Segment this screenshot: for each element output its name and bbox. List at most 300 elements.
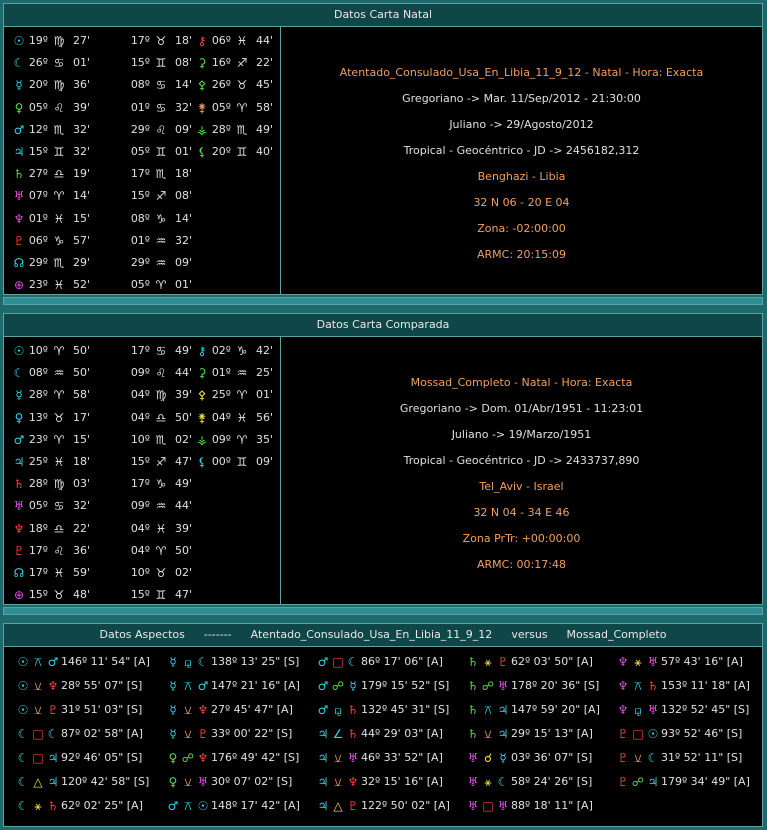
aspect-item bbox=[466, 652, 611, 672]
aspect-value: 153º 11' 18" [A] bbox=[661, 679, 750, 692]
natal-minutes: 09' bbox=[175, 256, 193, 269]
comparada-minutes: 25' bbox=[256, 366, 274, 380]
comparada-info-line: Mossad_Completo - Natal - Hora: Exacta bbox=[410, 376, 633, 389]
aspect-value: 33º 00' 22" [S] bbox=[211, 727, 293, 740]
aspect-body2-icon: ♃ bbox=[47, 751, 59, 765]
aspect-value: 28º 55' 07" [S] bbox=[61, 679, 143, 692]
comparada-degree: 02º bbox=[211, 344, 231, 357]
comparada-sign-icon: ♎ bbox=[53, 521, 65, 536]
aspect-body1-icon: ☾ bbox=[17, 751, 29, 765]
aspect-body1-icon: ♃ bbox=[317, 751, 329, 765]
comparada-info-line: Gregoriano -> Dom. 01/Abr/1951 - 11:23:01 bbox=[399, 402, 644, 415]
natal-position-row bbox=[4, 76, 280, 94]
natal-sign-icon: ♊ bbox=[155, 56, 167, 71]
aspect-value: 146º 11' 54" [A] bbox=[61, 655, 150, 668]
aspect-body1-icon: ☿ bbox=[169, 679, 177, 693]
aspect-body1-icon: ☾ bbox=[17, 799, 29, 813]
natal-minutes: 52' bbox=[73, 278, 91, 292]
aspect-body1-icon: ♆ bbox=[617, 703, 629, 717]
comparada-degree: 04º bbox=[130, 543, 150, 557]
comparada-minutes: 49' bbox=[175, 477, 193, 491]
natal-minutes: 32' bbox=[73, 122, 91, 136]
comparada-sign-icon: ♈ bbox=[236, 432, 248, 447]
aspect-value: 30º 07' 02" [S] bbox=[211, 775, 293, 788]
aspect-body2-icon: ♄ bbox=[647, 679, 659, 693]
comparada-sign-icon: ♎ bbox=[155, 410, 167, 425]
natal-degree: 29º bbox=[130, 122, 150, 136]
natal-degree: 29º bbox=[130, 256, 150, 269]
aspect-value: 87º 02' 58" [A] bbox=[61, 727, 143, 740]
aspect-value: 92º 46' 05" [S] bbox=[61, 751, 143, 764]
comparada-minutes: 59' bbox=[73, 566, 91, 579]
comparada-sign-icon: ♈ bbox=[236, 388, 248, 403]
comparada-body-glyph-icon: ☉ bbox=[13, 344, 25, 358]
natal-body-glyph-icon: ♀ bbox=[14, 100, 24, 115]
natal-degree: 20º bbox=[211, 145, 231, 158]
aspect-body2-icon: ♆ bbox=[347, 775, 359, 789]
comparada-position-row bbox=[4, 520, 280, 538]
aspect-body2-icon: ♅ bbox=[647, 655, 659, 669]
aspect-type-icon: ⚻ bbox=[484, 703, 492, 717]
aspect-type-icon: □ bbox=[332, 655, 344, 669]
aspect-body2-icon: ☉ bbox=[647, 727, 659, 741]
natal-position-row bbox=[4, 54, 280, 72]
natal-sign-icon: ♑ bbox=[155, 211, 167, 226]
aspect-body2-icon: ♅ bbox=[347, 751, 359, 765]
natal-sign-icon: ♒ bbox=[155, 256, 167, 270]
natal-info-line: Gregoriano -> Mar. 11/Sep/2012 - 21:30:00 bbox=[402, 92, 641, 105]
comparada-minutes: 17' bbox=[73, 410, 91, 424]
natal-degree: 29º bbox=[28, 256, 48, 269]
comparada-degree: 01º bbox=[211, 366, 231, 380]
aspect-body2-icon: ☾ bbox=[647, 751, 659, 765]
comparada-degree: 08º bbox=[28, 366, 48, 380]
aspect-item bbox=[616, 724, 761, 744]
natal-minutes: 01' bbox=[73, 56, 91, 70]
natal-degree: 15º bbox=[130, 56, 150, 70]
comparada-minutes: 39' bbox=[175, 521, 193, 535]
natal-sign-icon: ♋ bbox=[155, 78, 167, 93]
comparada-degree: 09º bbox=[130, 366, 150, 380]
comparada-sign-icon: ♑ bbox=[155, 477, 167, 492]
comparada-body-glyph-icon: ♅ bbox=[13, 499, 25, 514]
aspect-value: 178º 20' 36" [S] bbox=[511, 679, 600, 692]
natal-degree: 08º bbox=[130, 211, 150, 225]
aspect-type-icon: ⚹ bbox=[484, 775, 492, 789]
natal-degree: 28º bbox=[211, 122, 231, 136]
comparada-minutes: 50' bbox=[73, 366, 91, 380]
natal-minutes: 27' bbox=[73, 34, 91, 47]
natal-degree: 17º bbox=[130, 34, 150, 47]
aspect-body2-icon: ♃ bbox=[47, 775, 59, 789]
aspect-type-icon: ⚺ bbox=[184, 775, 192, 789]
aspect-value: 147º 21' 16" [A] bbox=[211, 679, 300, 692]
natal-position-row bbox=[4, 121, 280, 139]
comparada-positions bbox=[4, 336, 281, 605]
natal-position-row bbox=[4, 232, 280, 250]
aspect-body1-icon: ♇ bbox=[617, 751, 629, 765]
aspect-type-icon: ⚻ bbox=[634, 679, 642, 693]
comparada-position-row bbox=[4, 409, 280, 427]
natal-divider bbox=[3, 297, 763, 305]
natal-sign-icon: ♍ bbox=[53, 34, 65, 48]
natal-info-line: ARMC: 20:15:09 bbox=[477, 248, 566, 261]
comparada-body-glyph-icon: ☿ bbox=[15, 388, 23, 403]
natal-degree: 05º bbox=[211, 100, 231, 114]
aspect-value: 93º 52' 46" [S] bbox=[661, 727, 743, 740]
natal-minutes: 39' bbox=[73, 100, 91, 114]
natal-position-row bbox=[4, 276, 280, 294]
aspect-type-icon: ☍ bbox=[331, 679, 345, 693]
natal-minutes: 09' bbox=[175, 122, 193, 136]
natal-sign-icon: ♈ bbox=[155, 278, 167, 293]
aspect-type-icon: ☍ bbox=[481, 679, 495, 693]
natal-sign-icon: ♓ bbox=[53, 278, 65, 293]
comparada-info-line: Tel_Aviv - Israel bbox=[479, 480, 564, 493]
aspect-item bbox=[16, 748, 161, 768]
aspects-versus: versus bbox=[511, 628, 548, 641]
natal-info-line: Atentado_Consulado_Usa_En_Libia_11_9_12 - Natal - Hora: Exacta bbox=[339, 66, 704, 79]
natal-sign-icon: ♐ bbox=[236, 56, 248, 71]
aspect-body2-icon: ♅ bbox=[647, 703, 659, 717]
comparada-sign-icon: ♉ bbox=[155, 566, 167, 580]
comparada-sign-icon: ♏ bbox=[155, 432, 167, 447]
aspect-body1-icon: ♄ bbox=[467, 655, 479, 669]
natal-info-line: Zona: -02:00:00 bbox=[477, 222, 566, 235]
natal-minutes: 08' bbox=[175, 189, 193, 203]
comparada-minutes: 42' bbox=[256, 344, 274, 357]
aspect-item bbox=[316, 700, 461, 720]
natal-info-line: 32 N 06 - 20 E 04 bbox=[473, 196, 570, 209]
aspect-type-icon: ∠ bbox=[332, 727, 344, 741]
natal-minutes: 32' bbox=[73, 145, 91, 158]
aspect-type-icon: ⚹ bbox=[634, 655, 642, 669]
comparada-degree: 10º bbox=[130, 566, 150, 579]
natal-degree: 12º bbox=[28, 122, 48, 136]
aspect-body1-icon: ☿ bbox=[169, 727, 177, 741]
aspect-body2-icon: ☾ bbox=[347, 655, 359, 669]
aspect-body1-icon: ♂ bbox=[167, 799, 179, 813]
comparada-degree: 15º bbox=[28, 588, 48, 602]
aspect-type-icon: ⚼ bbox=[633, 703, 643, 717]
natal-minutes: 14' bbox=[73, 189, 91, 203]
aspect-body2-icon: ☾ bbox=[47, 727, 59, 741]
aspect-value: 62º 03' 50" [A] bbox=[511, 655, 593, 668]
natal-body-glyph-icon: ♄ bbox=[13, 167, 25, 182]
natal-positions bbox=[4, 26, 281, 295]
aspect-body2-icon: ♆ bbox=[47, 679, 59, 693]
aspect-body2-icon: ♇ bbox=[47, 703, 59, 717]
aspect-type-icon: □ bbox=[632, 727, 644, 741]
natal-position-row bbox=[4, 143, 280, 161]
aspect-body1-icon: ♆ bbox=[617, 679, 629, 693]
aspect-body2-icon: ♄ bbox=[347, 727, 359, 741]
natal-minutes: 32' bbox=[175, 233, 193, 247]
comparada-degree: 23º bbox=[28, 432, 48, 446]
aspect-type-icon: △ bbox=[33, 775, 43, 789]
comparada-position-row bbox=[4, 586, 280, 604]
comparada-sign-icon: ♌ bbox=[53, 543, 65, 558]
aspect-value: 44º 29' 03" [A] bbox=[361, 727, 443, 740]
natal-minutes: 14' bbox=[175, 78, 193, 92]
natal-body-glyph-icon: ♆ bbox=[13, 211, 25, 226]
comparada-body-glyph-icon: ☊ bbox=[13, 566, 25, 580]
natal-position-row bbox=[4, 254, 280, 272]
comparada-minutes: 56' bbox=[256, 410, 274, 424]
comparada-panel-title: Datos Carta Comparada bbox=[4, 314, 762, 337]
aspect-body2-icon: ♅ bbox=[197, 775, 209, 789]
aspect-type-icon: ⚻ bbox=[184, 799, 192, 813]
comparada-minutes: 32' bbox=[73, 499, 91, 513]
comparada-degree: 05º bbox=[28, 499, 48, 513]
comparada-minutes: 02' bbox=[175, 432, 193, 446]
natal-degree: 27º bbox=[28, 167, 48, 181]
aspect-body1-icon: ♂ bbox=[317, 655, 329, 669]
aspect-body2-icon: ♂ bbox=[197, 679, 209, 693]
comparada-position-row bbox=[4, 431, 280, 449]
aspect-value: 27º 45' 47" [A] bbox=[211, 703, 293, 716]
comparada-minutes: 09' bbox=[256, 455, 274, 468]
aspect-type-icon: ☍ bbox=[631, 775, 645, 789]
aspect-value: 03º 36' 07" [S] bbox=[511, 751, 593, 764]
natal-sign-icon: ♒ bbox=[155, 233, 167, 248]
natal-degree: 05º bbox=[28, 100, 48, 114]
aspect-value: 179º 34' 49" [A] bbox=[661, 775, 750, 788]
natal-position-row bbox=[4, 165, 280, 183]
natal-minutes: 44' bbox=[256, 34, 274, 47]
aspect-body1-icon: ♅ bbox=[467, 775, 479, 789]
natal-minutes: 45' bbox=[256, 78, 274, 92]
aspect-type-icon: □ bbox=[482, 799, 494, 813]
aspect-body2-icon: ☿ bbox=[349, 679, 357, 693]
comparada-sign-icon: ♌ bbox=[155, 366, 167, 381]
aspect-item bbox=[616, 676, 761, 696]
natal-degree: 26º bbox=[28, 56, 48, 70]
aspect-body1-icon: ♂ bbox=[317, 703, 329, 717]
natal-body-glyph-icon: ⚶ bbox=[196, 122, 208, 137]
comparada-sign-icon: ♓ bbox=[53, 566, 65, 580]
aspect-body1-icon: ♃ bbox=[317, 727, 329, 741]
comparada-sign-icon: ♋ bbox=[155, 344, 167, 358]
aspect-body2-icon: ♃ bbox=[497, 727, 509, 741]
natal-sign-icon: ♋ bbox=[155, 100, 167, 115]
comparada-degree: 04º bbox=[130, 410, 150, 424]
aspect-value: 86º 17' 06" [A] bbox=[361, 655, 443, 668]
aspect-item bbox=[316, 796, 461, 816]
aspect-item bbox=[166, 700, 311, 720]
natal-degree: 01º bbox=[130, 100, 150, 114]
comparada-minutes: 50' bbox=[175, 410, 193, 424]
comparada-degree: 04º bbox=[130, 521, 150, 535]
aspect-value: 147º 59' 20" [A] bbox=[511, 703, 600, 716]
natal-position-row bbox=[4, 99, 280, 117]
comparada-sign-icon: ♓ bbox=[236, 410, 248, 425]
aspect-body1-icon: ♄ bbox=[467, 727, 479, 741]
comparada-degree: 15º bbox=[130, 455, 150, 468]
comparada-sign-icon: ♈ bbox=[155, 543, 167, 558]
natal-body-glyph-icon: ⊕ bbox=[13, 278, 25, 293]
comparada-minutes: 48' bbox=[73, 588, 91, 602]
comparada-position-row bbox=[4, 364, 280, 382]
comparada-position-row bbox=[4, 453, 280, 471]
aspects-grid bbox=[4, 646, 762, 826]
aspect-value: 120º 42' 58" [S] bbox=[61, 775, 150, 788]
comparada-body-glyph-icon: ♀ bbox=[14, 410, 24, 425]
natal-sign-icon: ♐ bbox=[155, 189, 167, 204]
natal-info bbox=[281, 26, 762, 295]
comparada-sign-icon: ♉ bbox=[53, 588, 65, 603]
comparada-sign-icon: ♍ bbox=[53, 477, 65, 492]
aspect-body1-icon: ♄ bbox=[467, 679, 479, 693]
comparada-body-glyph-icon: ⊕ bbox=[13, 588, 25, 603]
natal-sign-icon: ♏ bbox=[53, 256, 65, 270]
natal-body-glyph-icon: ⚸ bbox=[197, 145, 207, 159]
aspect-type-icon: ⚺ bbox=[34, 679, 42, 693]
aspect-type-icon: ⚺ bbox=[184, 703, 192, 717]
natal-degree: 17º bbox=[130, 167, 150, 181]
aspect-value: 122º 50' 02" [A] bbox=[361, 799, 450, 812]
aspect-body2-icon: ♆ bbox=[197, 751, 209, 765]
comparada-position-row bbox=[4, 497, 280, 515]
aspect-item bbox=[16, 700, 161, 720]
natal-sign-icon: ♑ bbox=[53, 233, 65, 248]
comparada-sign-icon: ♓ bbox=[155, 521, 167, 536]
comparada-position-row bbox=[4, 475, 280, 493]
comparada-position-row bbox=[4, 386, 280, 404]
natal-minutes: 08' bbox=[175, 56, 193, 70]
natal-minutes: 01' bbox=[175, 278, 193, 292]
comparada-degree: 25º bbox=[211, 388, 231, 402]
natal-body-glyph-icon: ☊ bbox=[13, 256, 25, 270]
comparada-sign-icon: ♊ bbox=[155, 588, 167, 603]
comparada-sign-icon: ♒ bbox=[53, 366, 65, 381]
aspect-value: 32º 15' 16" [A] bbox=[361, 775, 443, 788]
comparada-degree: 25º bbox=[28, 455, 48, 468]
comparada-body-glyph-icon: ⚳ bbox=[197, 366, 207, 381]
natal-sign-icon: ♊ bbox=[53, 145, 65, 159]
aspect-type-icon: □ bbox=[32, 751, 44, 765]
aspect-value: 138º 13' 25" [S] bbox=[211, 655, 300, 668]
comparada-sign-icon: ♒ bbox=[155, 499, 167, 514]
aspect-item bbox=[16, 652, 161, 672]
aspect-value: 132º 52' 45" [S] bbox=[661, 703, 750, 716]
aspect-type-icon: ⚺ bbox=[484, 727, 492, 741]
natal-sign-icon: ♌ bbox=[53, 100, 65, 115]
aspect-type-icon: ☌ bbox=[483, 751, 493, 765]
natal-degree: 05º bbox=[130, 278, 150, 292]
natal-minutes: 18' bbox=[175, 167, 193, 181]
aspect-item bbox=[616, 748, 761, 768]
comparada-position-row bbox=[4, 542, 280, 560]
comparada-body-glyph-icon: ⚶ bbox=[196, 432, 208, 447]
comparada-minutes: 47' bbox=[175, 455, 193, 468]
comparada-info-line: Tropical - Geocéntrico - JD -> 2433737,890 bbox=[403, 454, 640, 467]
natal-degree: 06º bbox=[211, 34, 231, 47]
aspect-body1-icon: ♃ bbox=[317, 799, 329, 813]
aspect-item bbox=[466, 700, 611, 720]
comparada-degree: 28º bbox=[28, 388, 48, 402]
aspect-body2-icon: ☾ bbox=[197, 655, 209, 669]
natal-sign-icon: ♏ bbox=[53, 122, 65, 137]
aspect-body1-icon: ☉ bbox=[17, 655, 29, 669]
comparada-sign-icon: ♈ bbox=[53, 388, 65, 403]
natal-body-glyph-icon: ⚳ bbox=[197, 56, 207, 71]
aspect-type-icon: ☍ bbox=[181, 751, 195, 765]
comparada-degree: 00º bbox=[211, 455, 231, 468]
aspect-item bbox=[616, 772, 761, 792]
natal-minutes: 40' bbox=[256, 145, 274, 158]
comparada-position-row bbox=[4, 564, 280, 582]
aspect-body2-icon: ♅ bbox=[497, 799, 509, 813]
aspect-item bbox=[166, 796, 311, 816]
comparada-degree: 13º bbox=[28, 410, 48, 424]
comparada-sign-icon: ♉ bbox=[53, 410, 65, 425]
comparada-info bbox=[281, 336, 762, 605]
aspect-value: 29º 15' 13" [A] bbox=[511, 727, 593, 740]
comparada-sign-icon: ♈ bbox=[53, 432, 65, 447]
natal-sign-icon: ♍ bbox=[53, 78, 65, 93]
natal-position-row bbox=[4, 210, 280, 228]
natal-body-glyph-icon: ⚴ bbox=[197, 78, 207, 93]
aspect-item bbox=[166, 772, 311, 792]
natal-sign-icon: ♏ bbox=[155, 167, 167, 182]
natal-sign-icon: ♋ bbox=[53, 56, 65, 71]
natal-minutes: 19' bbox=[73, 167, 91, 181]
aspect-body1-icon: ♄ bbox=[467, 703, 479, 717]
comparada-minutes: 15' bbox=[73, 432, 91, 446]
comparada-degree: 28º bbox=[28, 477, 48, 491]
aspect-value: 58º 24' 26" [S] bbox=[511, 775, 593, 788]
comparada-panel bbox=[3, 313, 763, 605]
natal-sign-icon: ♉ bbox=[236, 78, 248, 93]
comparada-body-glyph-icon: ♄ bbox=[13, 477, 25, 492]
aspect-type-icon: ⚺ bbox=[334, 775, 342, 789]
aspect-value: 88º 18' 11" [A] bbox=[511, 799, 593, 812]
aspect-item bbox=[616, 700, 761, 720]
aspect-type-icon: ⚹ bbox=[484, 655, 492, 669]
aspect-type-icon: ⚻ bbox=[184, 679, 192, 693]
natal-degree: 23º bbox=[28, 278, 48, 292]
aspect-item bbox=[466, 748, 611, 768]
natal-minutes: 01' bbox=[175, 145, 193, 158]
aspect-value: 176º 49' 42" [S] bbox=[211, 751, 300, 764]
comparada-degree: 10º bbox=[28, 344, 48, 357]
comparada-minutes: 44' bbox=[175, 499, 193, 513]
aspect-body1-icon: ☉ bbox=[17, 679, 29, 693]
aspect-value: 46º 33' 52" [A] bbox=[361, 751, 443, 764]
comparada-position-row bbox=[4, 342, 280, 360]
comparada-minutes: 47' bbox=[175, 588, 193, 602]
natal-body-glyph-icon: ♅ bbox=[13, 189, 25, 204]
aspect-item bbox=[316, 676, 461, 696]
comparada-degree: 09º bbox=[130, 499, 150, 513]
comparada-body-glyph-icon: ♆ bbox=[13, 521, 25, 536]
natal-sign-icon: ♊ bbox=[236, 145, 248, 159]
aspect-body1-icon: ♀ bbox=[168, 775, 178, 789]
comparada-degree: 15º bbox=[130, 588, 150, 602]
natal-minutes: 49' bbox=[256, 122, 274, 136]
natal-degree: 06º bbox=[28, 233, 48, 247]
aspect-body2-icon: ☾ bbox=[497, 775, 509, 789]
aspect-body1-icon: ♇ bbox=[617, 727, 629, 741]
comparada-info-line: ARMC: 00:17:48 bbox=[477, 558, 566, 571]
comparada-body-glyph-icon: ♂ bbox=[13, 432, 25, 447]
natal-sign-icon: ♊ bbox=[155, 145, 167, 159]
aspect-body1-icon: ♂ bbox=[317, 679, 329, 693]
comparada-minutes: 49' bbox=[175, 344, 193, 357]
aspect-item bbox=[316, 724, 461, 744]
aspect-item bbox=[166, 652, 311, 672]
